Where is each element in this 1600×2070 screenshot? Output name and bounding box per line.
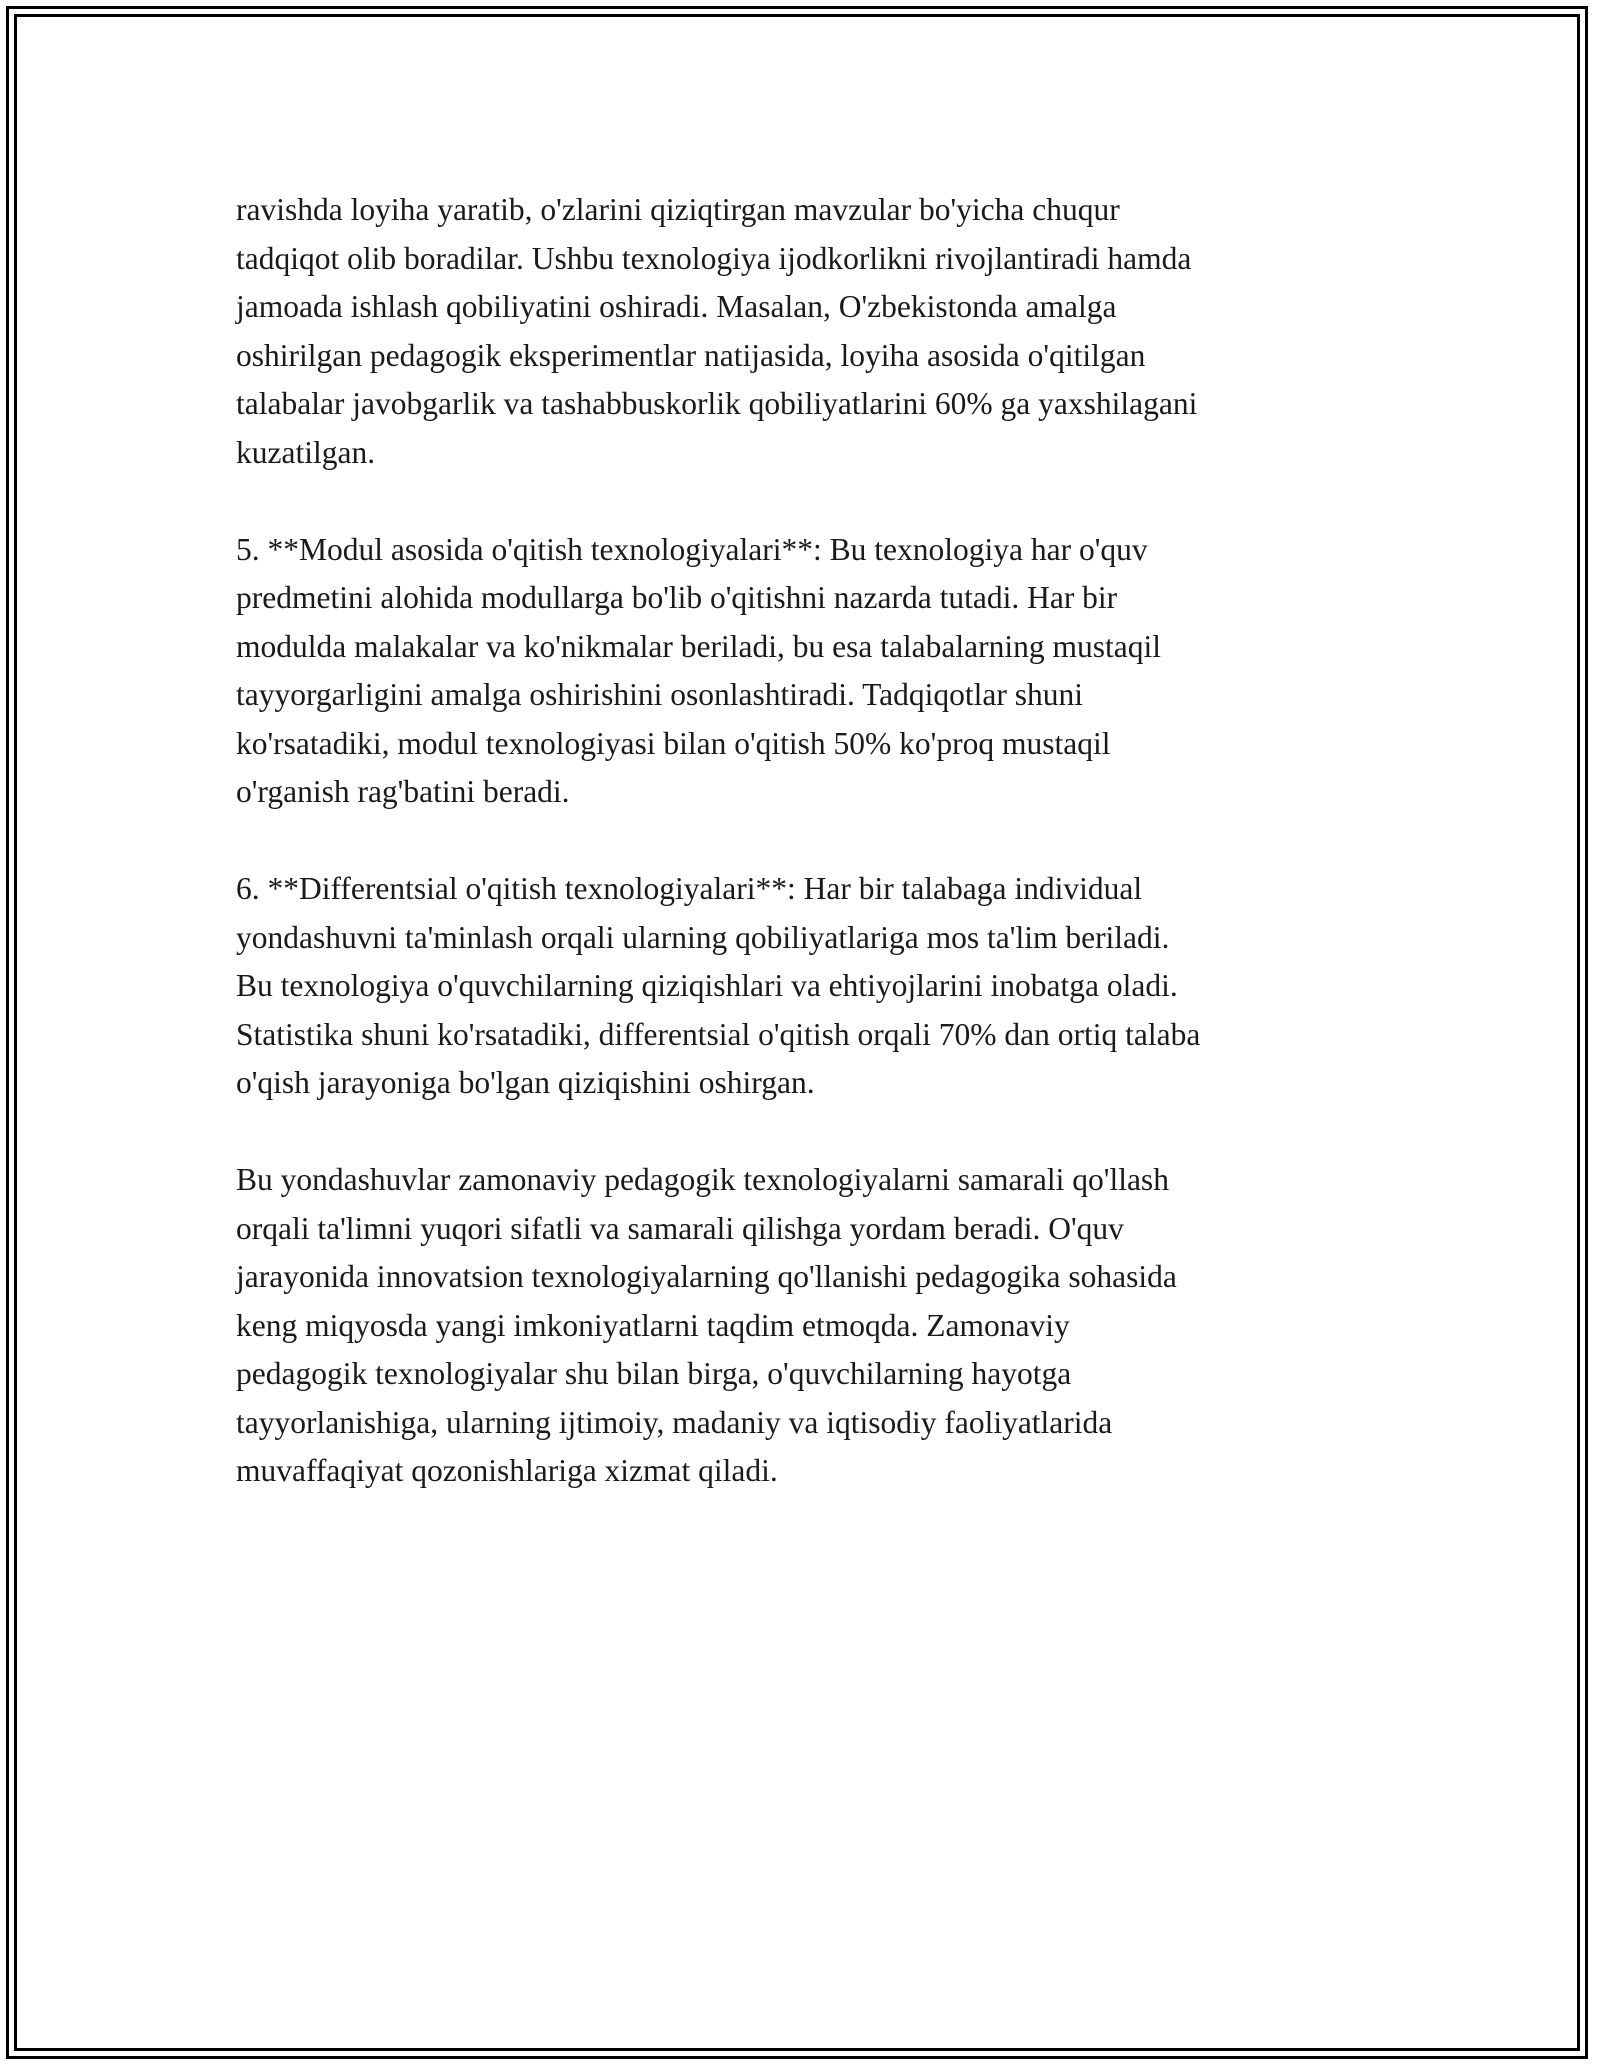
text-line: orqali ta'limni yuqori sifatli va samarali qilishga yordam beradi. O'quv [236,1210,1124,1246]
text-line: pedagogik texnologiyalar shu bilan birga, o'quvchilarning hayotga [236,1356,1072,1391]
text-line: keng miqyosda yangi imkoniyatlarni taqdim etmoqda. Zamonaviy [236,1307,1070,1343]
text-line: talabalar javobgarlik va tashabbuskorlik qobiliyatlarini 60% ga yaxshilagani [236,386,1198,421]
text-line: kuzatilgan. [236,434,376,470]
text-line: Statistika shuni ko'rsatadiki, differentsial o'qitish orqali 70% dan ortiq talaba [236,1016,1201,1052]
text-line: Bu yondashuvlar zamonaviy pedagogik texnologiyalarni samarali qo'llash [236,1162,1169,1197]
text-line: muvaffaqiyat qozonishlariga xizmat qiladi. [236,1453,778,1488]
paragraph-gap [236,817,1366,866]
text-line: 5. **Modul asosida o'qitish texnologiyalari**: Bu texnologiya har o'quv [236,531,1148,567]
paragraph-gap [236,1108,1366,1157]
text-line: o'rganish rag'batini beradi. [236,774,570,809]
text-line: tayyorlanishiga, ularning ijtimoiy, madaniy va iqtisodiy faoliyatlarida [236,1404,1113,1440]
text-line: tayyorgarligini amalga oshirishini osonlashtiradi. Tadqiqotlar shuni [236,677,1084,712]
paragraph-gap [236,477,1366,526]
text-line: Bu texnologiya o'quvchilarning qiziqishlari va ehtiyojlarini inobatga oladi. [236,968,1178,1003]
text-line: 6. **Differentsial o'qitish texnologiyalari**: Har bir talabaga individual [236,871,1143,906]
text-line: oshirilgan pedagogik eksperimentlar natijasida, loyiha asosida o'qitilgan [236,337,1146,373]
text-line: predmetini alohida modullarga bo'lib o'qitishni nazarda tutadi. Har bir [236,580,1118,615]
text-line: o'qish jarayoniga bo'lgan qiziqishini oshirgan. [236,1065,815,1100]
text-line: ko'rsatadiki, modul texnologiyasi bilan o'qitish 50% ko'proq mustaqil [236,725,1111,761]
text-line: modulda malakalar va ko'nikmalar beriladi, bu esa talabalarning mustaqil [236,628,1161,664]
document-body [236,186,1366,1496]
text-line: jarayonida innovatsion texnologiyalarning qo'llanishi pedagogika sohasida [236,1259,1177,1294]
text-line: tadqiqot olib boradilar. Ushbu texnologiya ijodkorlikni rivojlantiradi hamda [236,240,1192,276]
text-line: jamoada ishlash qobiliyatini oshiradi. Masalan, O'zbekistonda amalga [236,289,1117,324]
text-line: yondashuvni ta'minlash orqali ularning qobiliyatlariga mos ta'lim beriladi. [236,919,1170,955]
text-line: ravishda loyiha yaratib, o'zlarini qiziqtirgan mavzular bo'yicha chuqur [236,192,1120,227]
